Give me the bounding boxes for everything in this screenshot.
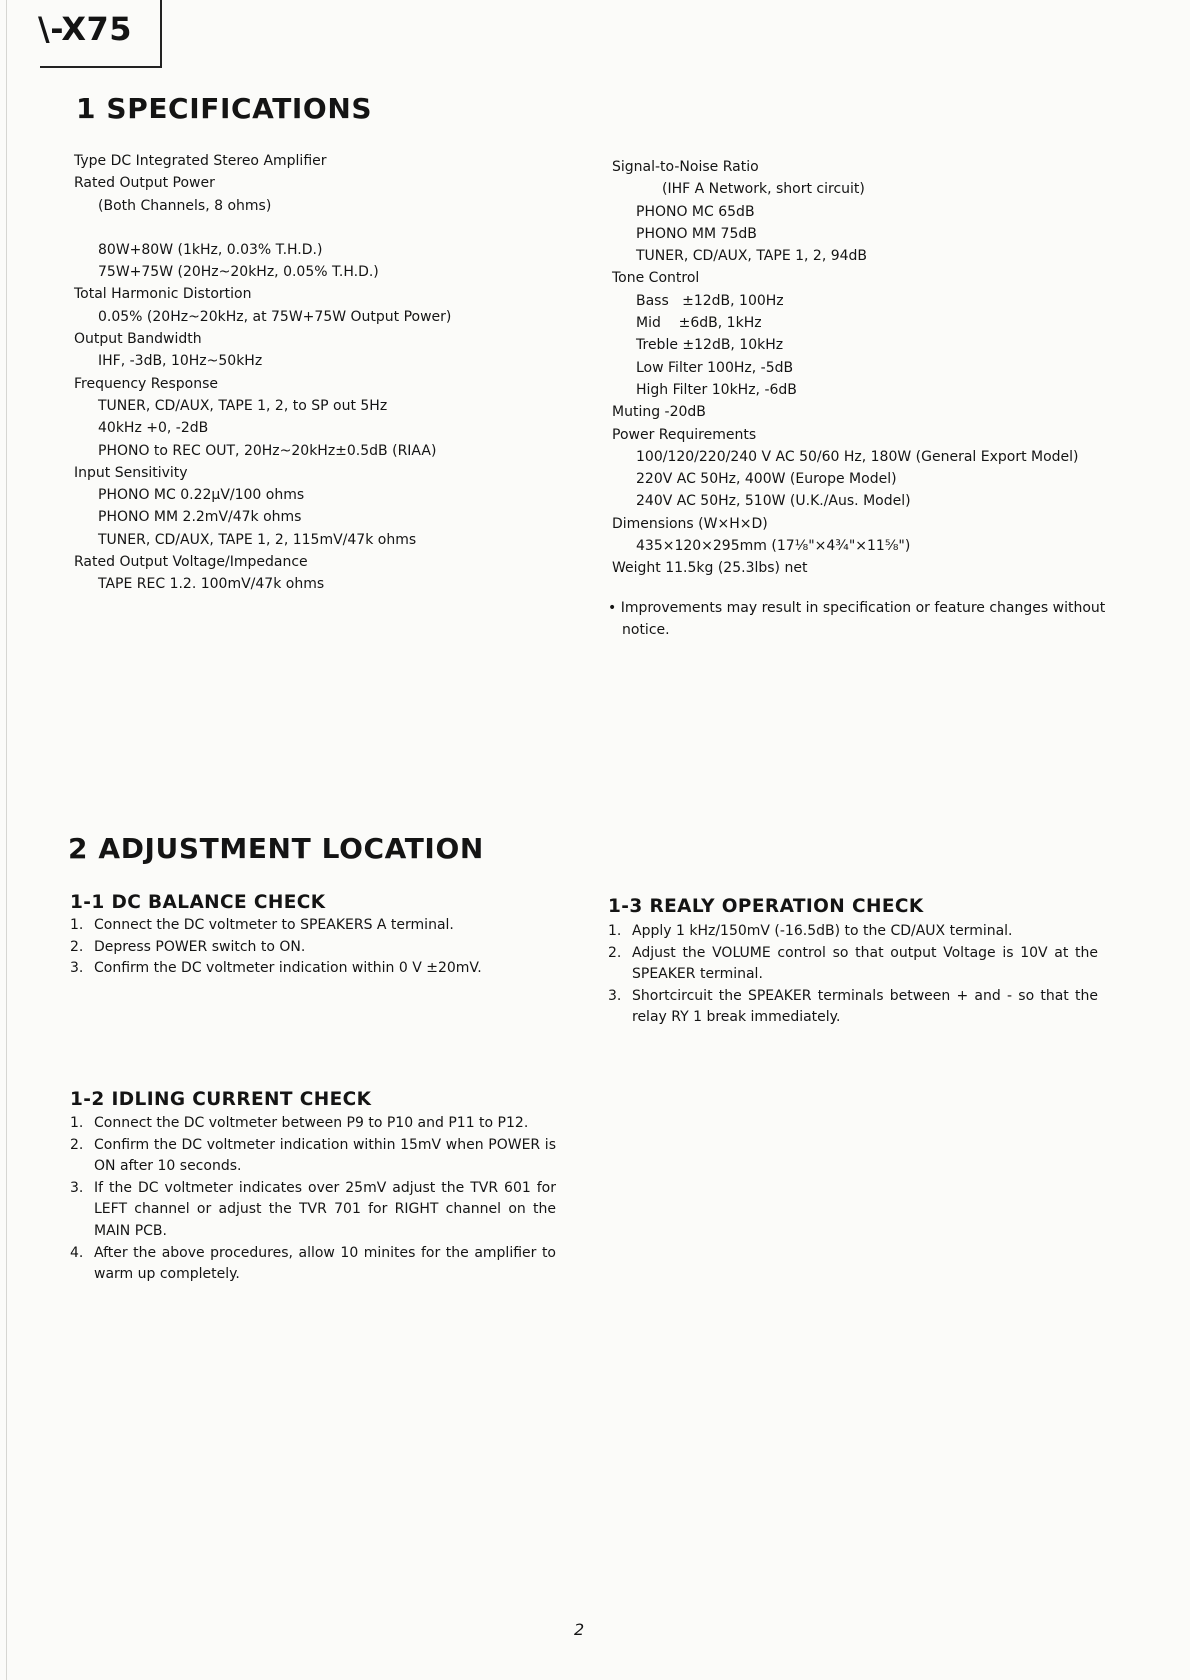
step-number: 1. (70, 1115, 84, 1131)
spec-power-uk-aus: 240V AC 50Hz, 510W (U.K./Aus. Model) (636, 493, 911, 510)
spec-frequency-response-label: Frequency Response (74, 375, 219, 392)
spec-type: Type DC Integrated Stereo Amplifier (74, 153, 327, 169)
spec-high-filter: High Filter 10kHz, -6dB (636, 381, 797, 398)
step-number: 3. (70, 1179, 84, 1196)
spec-rated-output-voltage-label: Rated Output Voltage/Impedance (74, 554, 308, 571)
spec-power-europe: 220V AC 50Hz, 400W (Europe Model) (636, 471, 897, 488)
spec-snr-network: (IHF A Network, short circuit) (662, 181, 865, 198)
page-number: 2 (574, 1620, 585, 1639)
step-number: 2. (70, 938, 84, 955)
list-item (608, 921, 1098, 943)
spec-tone-bass: Bass ±12dB, 100Hz (636, 292, 784, 309)
spec-dimensions-value: 435×120×295mm (17⅛"×4¾"×11⅝") (636, 538, 911, 555)
step-number: 4. (70, 1244, 84, 1261)
step-text: Connect the DC voltmeter to SPEAKERS A terminal. (94, 917, 454, 933)
spec-tape-rec: TAPE REC 1.2. 100mV/47k ohms (98, 576, 325, 593)
spec-thd-label: Total Harmonic Distortion (74, 286, 252, 303)
spec-power-requirements-label: Power Requirements (612, 426, 757, 443)
adjustment-location-title: 2 ADJUSTMENT LOCATION (68, 832, 484, 865)
spec-frequency-response-tuner: TUNER, CD/AUX, TAPE 1, 2, to SP out 5Hz (98, 397, 388, 414)
spacer (74, 217, 451, 239)
list-item (70, 937, 540, 959)
spec-tone-mid: Mid ±6dB, 1kHz (636, 315, 762, 332)
spec-tone-control-label: Tone Control (612, 270, 700, 287)
model-number: \-X75 (38, 10, 133, 48)
spec-input-sensitivity-label: Input Sensitivity (74, 464, 188, 481)
spec-snr-tuner: TUNER, CD/AUX, TAPE 1, 2, 94dB (636, 248, 868, 265)
list-item (70, 1135, 556, 1178)
spec-bandwidth-value: IHF, -3dB, 10Hz~50kHz (98, 353, 263, 370)
step-number: 1. (608, 923, 622, 939)
spec-rated-output-conditions: (Both Channels, 8 ohms) (98, 197, 272, 214)
note-line-1: • Improvements may result in specification or feature changes without (608, 600, 1106, 616)
spec-input-phono-mc: PHONO MC 0.22μV/100 ohms (98, 487, 305, 504)
step-number: 1. (70, 917, 84, 933)
improvements-note (608, 597, 1105, 641)
step-text: If the DC voltmeter indicates over 25mV adjust the TVR 601 for LEFT channel or adjust the TVR 701 for RIGHT channel on the MAIN PCB. (94, 1179, 556, 1239)
step-number: 2. (70, 1136, 84, 1153)
list-item (70, 1113, 556, 1135)
step-text: After the above procedures, allow 10 minites for the amplifier to warm up completely. (94, 1244, 556, 1283)
relay-operation-steps (608, 921, 1098, 1029)
list-item (70, 1243, 556, 1286)
spec-tone-treble: Treble ±12dB, 10kHz (636, 337, 784, 354)
step-number: 3. (70, 960, 84, 977)
spec-rated-output-power: Rated Output Power (74, 175, 215, 192)
step-text: Shortcircuit the SPEAKER terminals between + and - so that the relay RY 1 break immediately. (632, 987, 1098, 1026)
step-text: Adjust the VOLUME control so that output Voltage is 10V at the SPEAKER terminal. (632, 944, 1098, 983)
dc-balance-title: 1-1 DC BALANCE CHECK (70, 892, 326, 913)
step-number: 2. (608, 944, 622, 961)
spec-input-tuner: TUNER, CD/AUX, TAPE 1, 2, 115mV/47k ohms (98, 531, 417, 548)
spec-bandwidth-label: Output Bandwidth (74, 331, 202, 348)
spec-snr-label: Signal-to-Noise Ratio (612, 159, 759, 175)
step-number: 3. (608, 987, 622, 1004)
spec-output-20hz-20khz: 75W+75W (20Hz~20kHz, 0.05% T.H.D.) (98, 264, 379, 281)
step-text: Connect the DC voltmeter between P9 to P10 and P11 to P12. (94, 1115, 529, 1131)
spec-output-1khz: 80W+80W (1kHz, 0.03% T.H.D.) (98, 241, 323, 258)
specs-right-column (612, 156, 1079, 580)
spec-snr-phono-mc: PHONO MC 65dB (636, 203, 755, 220)
list-item (70, 958, 540, 980)
page-edge-rule (6, 0, 7, 1680)
spec-weight: Weight 11.5kg (25.3lbs) net (612, 560, 808, 577)
spec-power-general-export: 100/120/220/240 V AC 50/60 Hz, 180W (General Export Model) (636, 448, 1079, 465)
step-text: Confirm the DC voltmeter indication within 15mV when POWER is ON after 10 seconds. (94, 1136, 556, 1175)
list-item (608, 986, 1098, 1029)
spec-low-filter: Low Filter 100Hz, -5dB (636, 359, 794, 376)
step-text: Depress POWER switch to ON. (94, 938, 306, 955)
step-text: Apply 1 kHz/150mV (-16.5dB) to the CD/AUX terminal. (632, 923, 1013, 939)
step-text: Confirm the DC voltmeter indication within 0 V ±20mV. (94, 960, 482, 977)
spec-dimensions-label: Dimensions (W×H×D) (612, 515, 768, 532)
list-item (608, 943, 1098, 986)
idling-current-title: 1-2 IDLING CURRENT CHECK (70, 1089, 372, 1110)
specs-left-column (74, 150, 451, 596)
list-item (70, 1178, 556, 1243)
relay-operation-title: 1-3 REALY OPERATION CHECK (608, 896, 924, 917)
dc-balance-steps (70, 915, 540, 980)
spec-frequency-response-phono: PHONO to REC OUT, 20Hz~20kHz±0.5dB (RIAA) (98, 442, 437, 459)
list-item (70, 915, 540, 937)
spec-thd-value: 0.05% (20Hz~20kHz, at 75W+75W Output Power) (98, 308, 452, 325)
idling-current-steps (70, 1113, 556, 1286)
note-line-2: notice. (622, 622, 670, 638)
spec-muting: Muting -20dB (612, 404, 706, 421)
spec-snr-phono-mm: PHONO MM 75dB (636, 225, 757, 242)
specifications-title: 1 SPECIFICATIONS (76, 92, 373, 125)
spec-frequency-response-range: 40kHz +0, -2dB (98, 420, 209, 437)
spec-input-phono-mm: PHONO MM 2.2mV/47k ohms (98, 509, 302, 526)
